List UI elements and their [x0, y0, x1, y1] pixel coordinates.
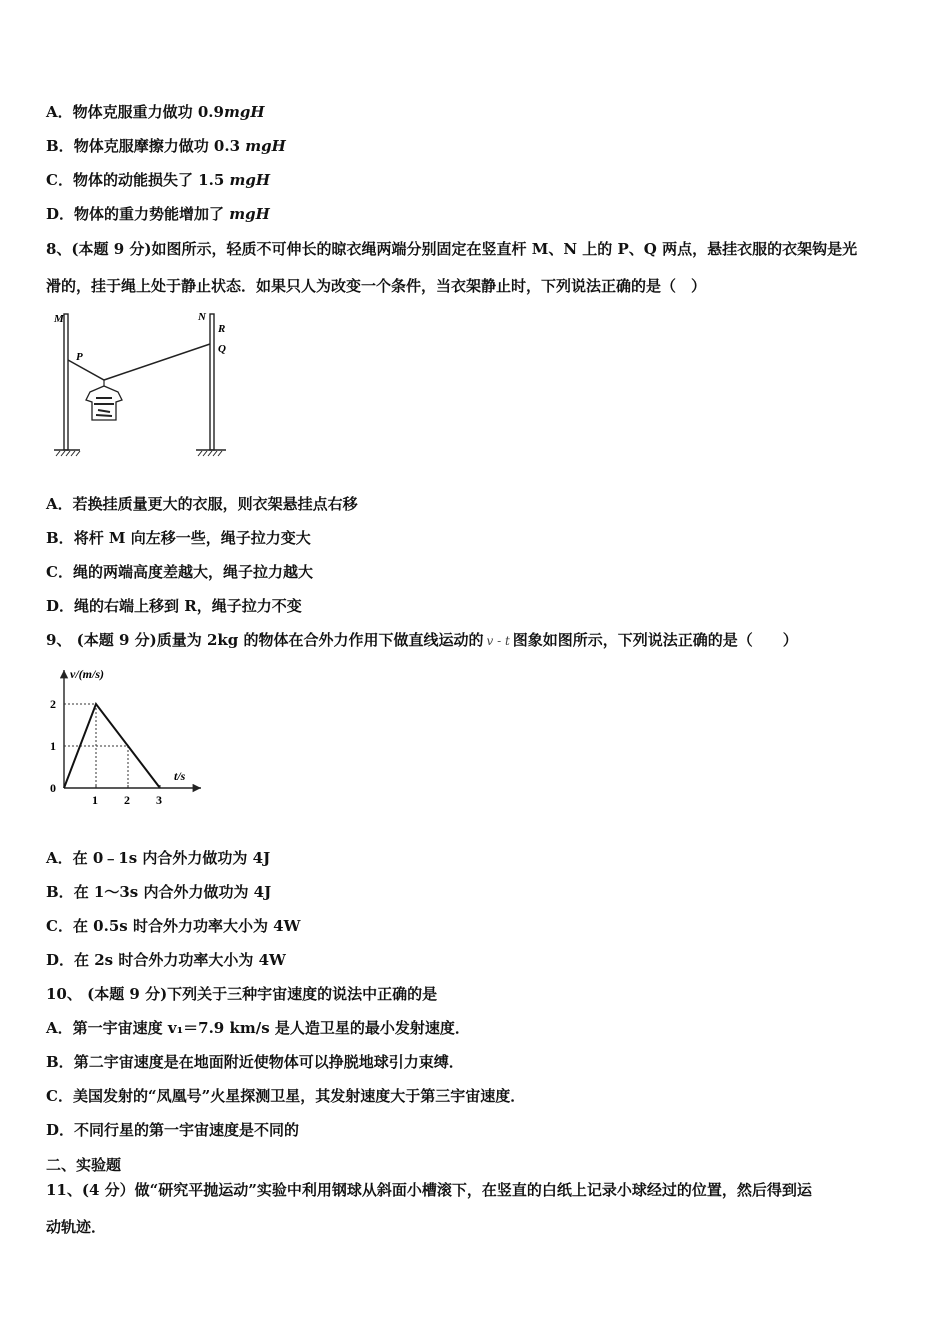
vt-symbol: v - t — [486, 634, 510, 648]
q8-stem-line1: 8、(本题 9 分)如图所示，轻质不可伸长的晾衣绳两端分别固定在竖直杆 M、N 上的 P、Q 两点，悬挂衣服的衣架钩是光 — [46, 240, 858, 258]
label-n: N — [198, 311, 206, 323]
q8-option-b — [46, 528, 311, 548]
rope — [68, 344, 210, 380]
option-text: 在 0﹣1s 内合外力做功为 4J — [72, 849, 271, 867]
q11-stem-line2: 动轨迹． — [46, 1218, 107, 1236]
x-tick-label: 1 — [92, 793, 98, 807]
option-text: 物体克服重力做功 0.9 — [72, 103, 224, 121]
x-tick-label: 3 — [156, 793, 162, 807]
option-label: D． — [46, 205, 75, 223]
y-axis-label: v/(m/s) — [70, 667, 104, 681]
option-label: B． — [46, 529, 74, 547]
option-text: 第一宇宙速度 v₁＝7.9 km/s 是人造卫星的最小发射速度． — [72, 1019, 470, 1037]
option-label: A． — [46, 495, 73, 513]
option-label: A． — [46, 103, 73, 121]
option-variable: mgH — [245, 137, 286, 155]
q10-stem: 10、 (本题 9 分)下列关于三种宇宙速度的说法中正确的是 — [46, 985, 438, 1003]
q9-stem — [46, 630, 798, 651]
q9-option-b — [46, 882, 271, 902]
option-label: A． — [46, 1019, 73, 1037]
q10-option-d — [46, 1120, 299, 1140]
q10-option-c — [46, 1086, 525, 1106]
option-text: 物体的重力势能增加了 — [74, 205, 230, 223]
option-text: 若换挂质量更大的衣服，则衣架悬挂点右移 — [72, 495, 358, 513]
option-label: B． — [46, 1053, 74, 1071]
label-r: R — [218, 323, 226, 335]
option-label: D． — [46, 1121, 75, 1139]
label-p: P — [76, 351, 83, 363]
option-text: 在 2s 时合外力功率大小为 4W — [74, 951, 286, 969]
option-text: 将杆 M 向左移一些，绳子拉力变大 — [73, 529, 311, 547]
q9-option-a — [46, 848, 270, 868]
option-label: C． — [46, 171, 73, 189]
q8-option-a — [46, 494, 358, 514]
q9-option-c — [46, 916, 300, 936]
option-label: D． — [46, 597, 75, 615]
y-tick-label: 2 — [50, 697, 56, 711]
q8-option-d — [46, 596, 302, 616]
q8-option-c — [46, 562, 313, 582]
option-label: A． — [46, 849, 73, 867]
y-tick-label: 1 — [50, 739, 56, 753]
q7-option-d — [46, 204, 270, 224]
option-variable: mgH — [223, 103, 265, 121]
option-variable: mgH — [229, 171, 271, 189]
vt-graph — [46, 662, 216, 812]
q10-option-a — [46, 1018, 470, 1038]
label-q: Q — [218, 343, 226, 355]
option-text: 绳的右端上移到 R，绳子拉力不变 — [74, 597, 302, 615]
option-text: 在 0.5s 时合外力功率大小为 4W — [72, 917, 301, 935]
option-label: C． — [46, 1087, 73, 1105]
x-axis-label: t/s — [174, 769, 186, 783]
origin-label: 0 — [50, 781, 56, 795]
q9-option-d — [46, 950, 286, 970]
option-text: 物体克服摩擦力做功 0.3 — [73, 137, 246, 155]
q7-option-c — [46, 170, 270, 190]
q8-stem-line2: 滑的，挂于绳上处于静止状态．如果只人为改变一个条件，当衣架静止时，下列说法正确的是（ ） — [46, 277, 707, 295]
label-m: M — [54, 313, 64, 325]
option-label: C． — [46, 563, 73, 581]
clothesline-figure — [46, 308, 246, 468]
section-heading: 二、实验题 — [46, 1156, 122, 1174]
option-label: B． — [46, 883, 74, 901]
option-label: C． — [46, 917, 73, 935]
option-text: 物体的动能损失了 1.5 — [72, 171, 230, 189]
option-text: 绳的两端高度差越大，绳子拉力越大 — [72, 563, 313, 581]
q7-option-b — [46, 136, 286, 156]
option-text: 不同行星的第一宇宙速度是不同的 — [74, 1121, 300, 1139]
q11-stem-line1: 11、(4 分）做“研究平抛运动”实验中利用钢球从斜面小槽滚下，在竖直的白纸上记录小球经过的位置，然后得到运 — [46, 1181, 812, 1199]
q9-text-before: 9、 (本题 9 分)质量为 2kg 的物体在合外力作用下做直线运动的 — [46, 631, 484, 649]
option-text: 第二宇宙速度是在地面附近使物体可以挣脱地球引力束缚． — [73, 1053, 464, 1071]
option-text: 美国发射的“凤凰号”火星探测卫星，其发射速度大于第三宇宙速度． — [72, 1087, 526, 1105]
q7-option-a — [46, 102, 265, 122]
q9-text-after: 图象如图所示，下列说法正确的是（ ） — [512, 631, 798, 649]
option-label: B． — [46, 137, 74, 155]
option-variable: mgH — [229, 205, 270, 223]
option-text: 在 1～3s 内合外力做功为 4J — [73, 883, 272, 901]
x-tick-label: 2 — [124, 793, 130, 807]
q10-option-b — [46, 1052, 464, 1072]
option-label: D． — [46, 951, 75, 969]
